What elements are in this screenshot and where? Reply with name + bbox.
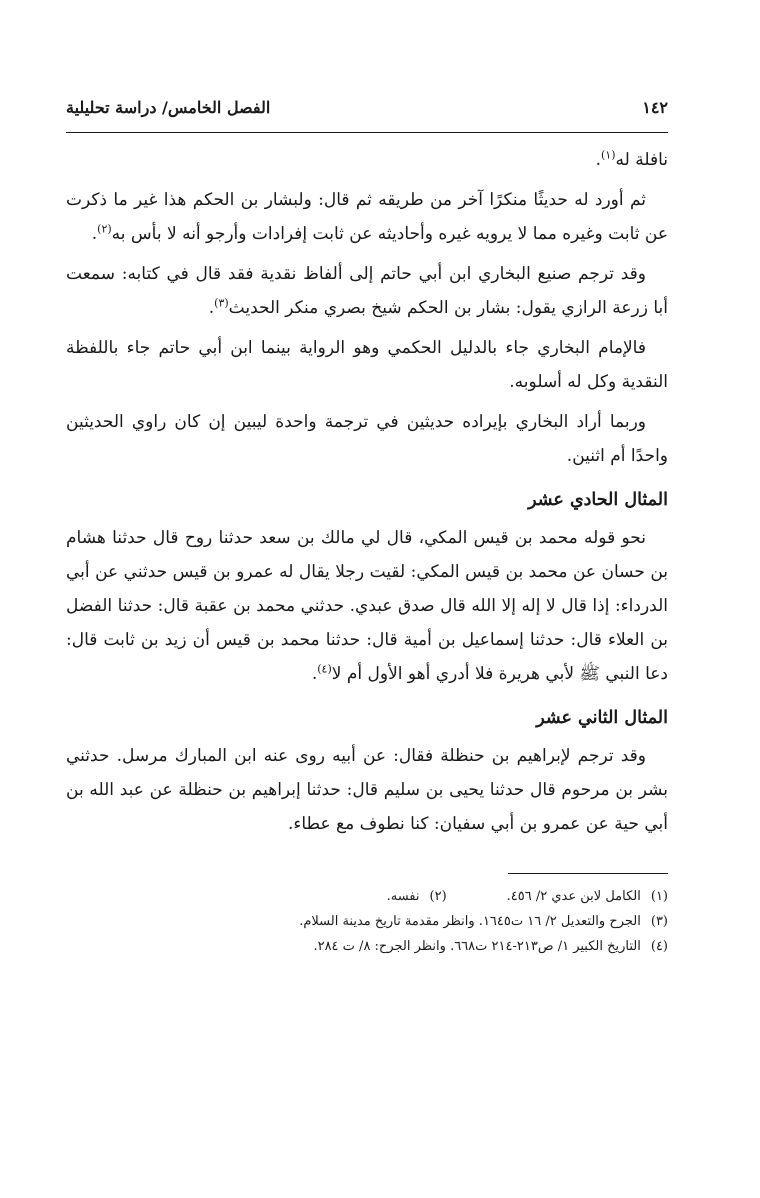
footnote-ref-3[interactable]: (٣): [214, 296, 229, 310]
footnote-text: التاريخ الكبير ١/ ص٢١٣-٢١٤ ت٦٦٨. وانظر الجرح: ٨/ ت ٢٨٤.: [313, 939, 641, 954]
footnote-number: (٢): [429, 889, 447, 904]
footnotes: [66, 884, 668, 959]
footnote-ref-4[interactable]: (٤): [317, 662, 332, 676]
footnote-number: (٣): [650, 914, 668, 929]
paragraph-2: ثم أورد له حديثًا منكرًا آخر من طريقه ثم قال: ولبشار بن الحكم هذا غير ما ذكرت عن ثابت وغيره مما لا يرويه غيره وأحاديثه عن ثابت إفرادات وأرجو أنه لا بأس به$^{(٢)}$.: [66, 190, 668, 244]
header-rule: [66, 132, 668, 133]
footnote-ref-2[interactable]: (٢): [97, 222, 112, 236]
footnote-ref-1[interactable]: (١): [601, 148, 616, 162]
footnote-text: الكامل لابن عدي ٢/ ٤٥٦.: [506, 889, 641, 904]
paragraph-4: فالإمام البخاري جاء بالدليل الحكمي وهو الرواية بينما ابن أبي حاتم جاء باللفظة النقدية وكل له أسلوبه.: [66, 338, 668, 392]
main-text: [66, 143, 668, 841]
footnote-4: [66, 934, 668, 959]
footnote-text: الجرح والتعديل ٢/ ١٦ ت١٦٤٥. وانظر مقدمة تاريخ مدينة السلام.: [299, 914, 641, 929]
chapter-title: الفصل الخامس/ دراسة تحليلية: [66, 98, 271, 117]
footnote-number: (١): [650, 889, 668, 904]
footnote-3: [66, 909, 668, 934]
paragraph-6: نحو قوله محمد بن قيس المكي، قال لي مالك بن سعد حدثنا روح قال حدثنا هشام بن حسان عن محمد بن قيس المكي: لقيت رجلا يقال له عمرو بن قيس حدثني عن أبي الدرداء: إذا قال لا إله إلا الله قال صدق عبدي. حدثني محمد بن عقبة قال: حدثنا الفضل بن العلاء قال: حدثنا إسماعيل بن أمية قال: حدثنا محمد بن قيس أن زيد بن ثابت قال: دعا النبي ﷺ لأبي هريرة فلا أدري أهو الأول أم لا$^{(٤)}$.: [66, 528, 668, 684]
footnote-rule: [508, 873, 668, 874]
footnote-2: [387, 884, 447, 909]
paragraph-3: وقد ترجم صنيع البخاري ابن أبي حاتم إلى ألفاظ نقدية فقد قال في كتابه: سمعت أبا زرعة الرازي يقول: بشار بن الحكم شيخ بصري منكر الحديث$^{(٣)}$.: [66, 264, 668, 318]
footnote-number: (٤): [650, 939, 668, 954]
running-header: [66, 98, 668, 132]
paragraph-5: وربما أراد البخاري بإيراده حديثين في ترجمة واحدة ليبين إن كان راوي الحديثين واحدًا أم اثنين.: [66, 412, 668, 466]
footnote-row: [66, 884, 668, 909]
section-heading-11: المثال الحادي عشر: [528, 490, 668, 510]
paragraph-1: نافلة له$^{(١)}$.: [595, 148, 668, 170]
section-heading-12: المثال الثاني عشر: [536, 708, 668, 728]
page-number: ١٤٢: [642, 98, 668, 117]
book-page: [66, 98, 668, 959]
footnote-text: نفسه.: [386, 889, 420, 904]
footnote-1: [507, 884, 668, 909]
paragraph-7: وقد ترجم لإبراهيم بن حنظلة فقال: عن أبيه روى عنه ابن المبارك مرسل. حدثني بشر بن مرحوم قال حدثنا يحيى بن سليم قال: حدثنا إبراهيم بن حنظلة عن عبد الله بن أبي حية عن عمرو بن أبي سفيان: كنا نطوف مع عطاء.: [66, 746, 668, 834]
